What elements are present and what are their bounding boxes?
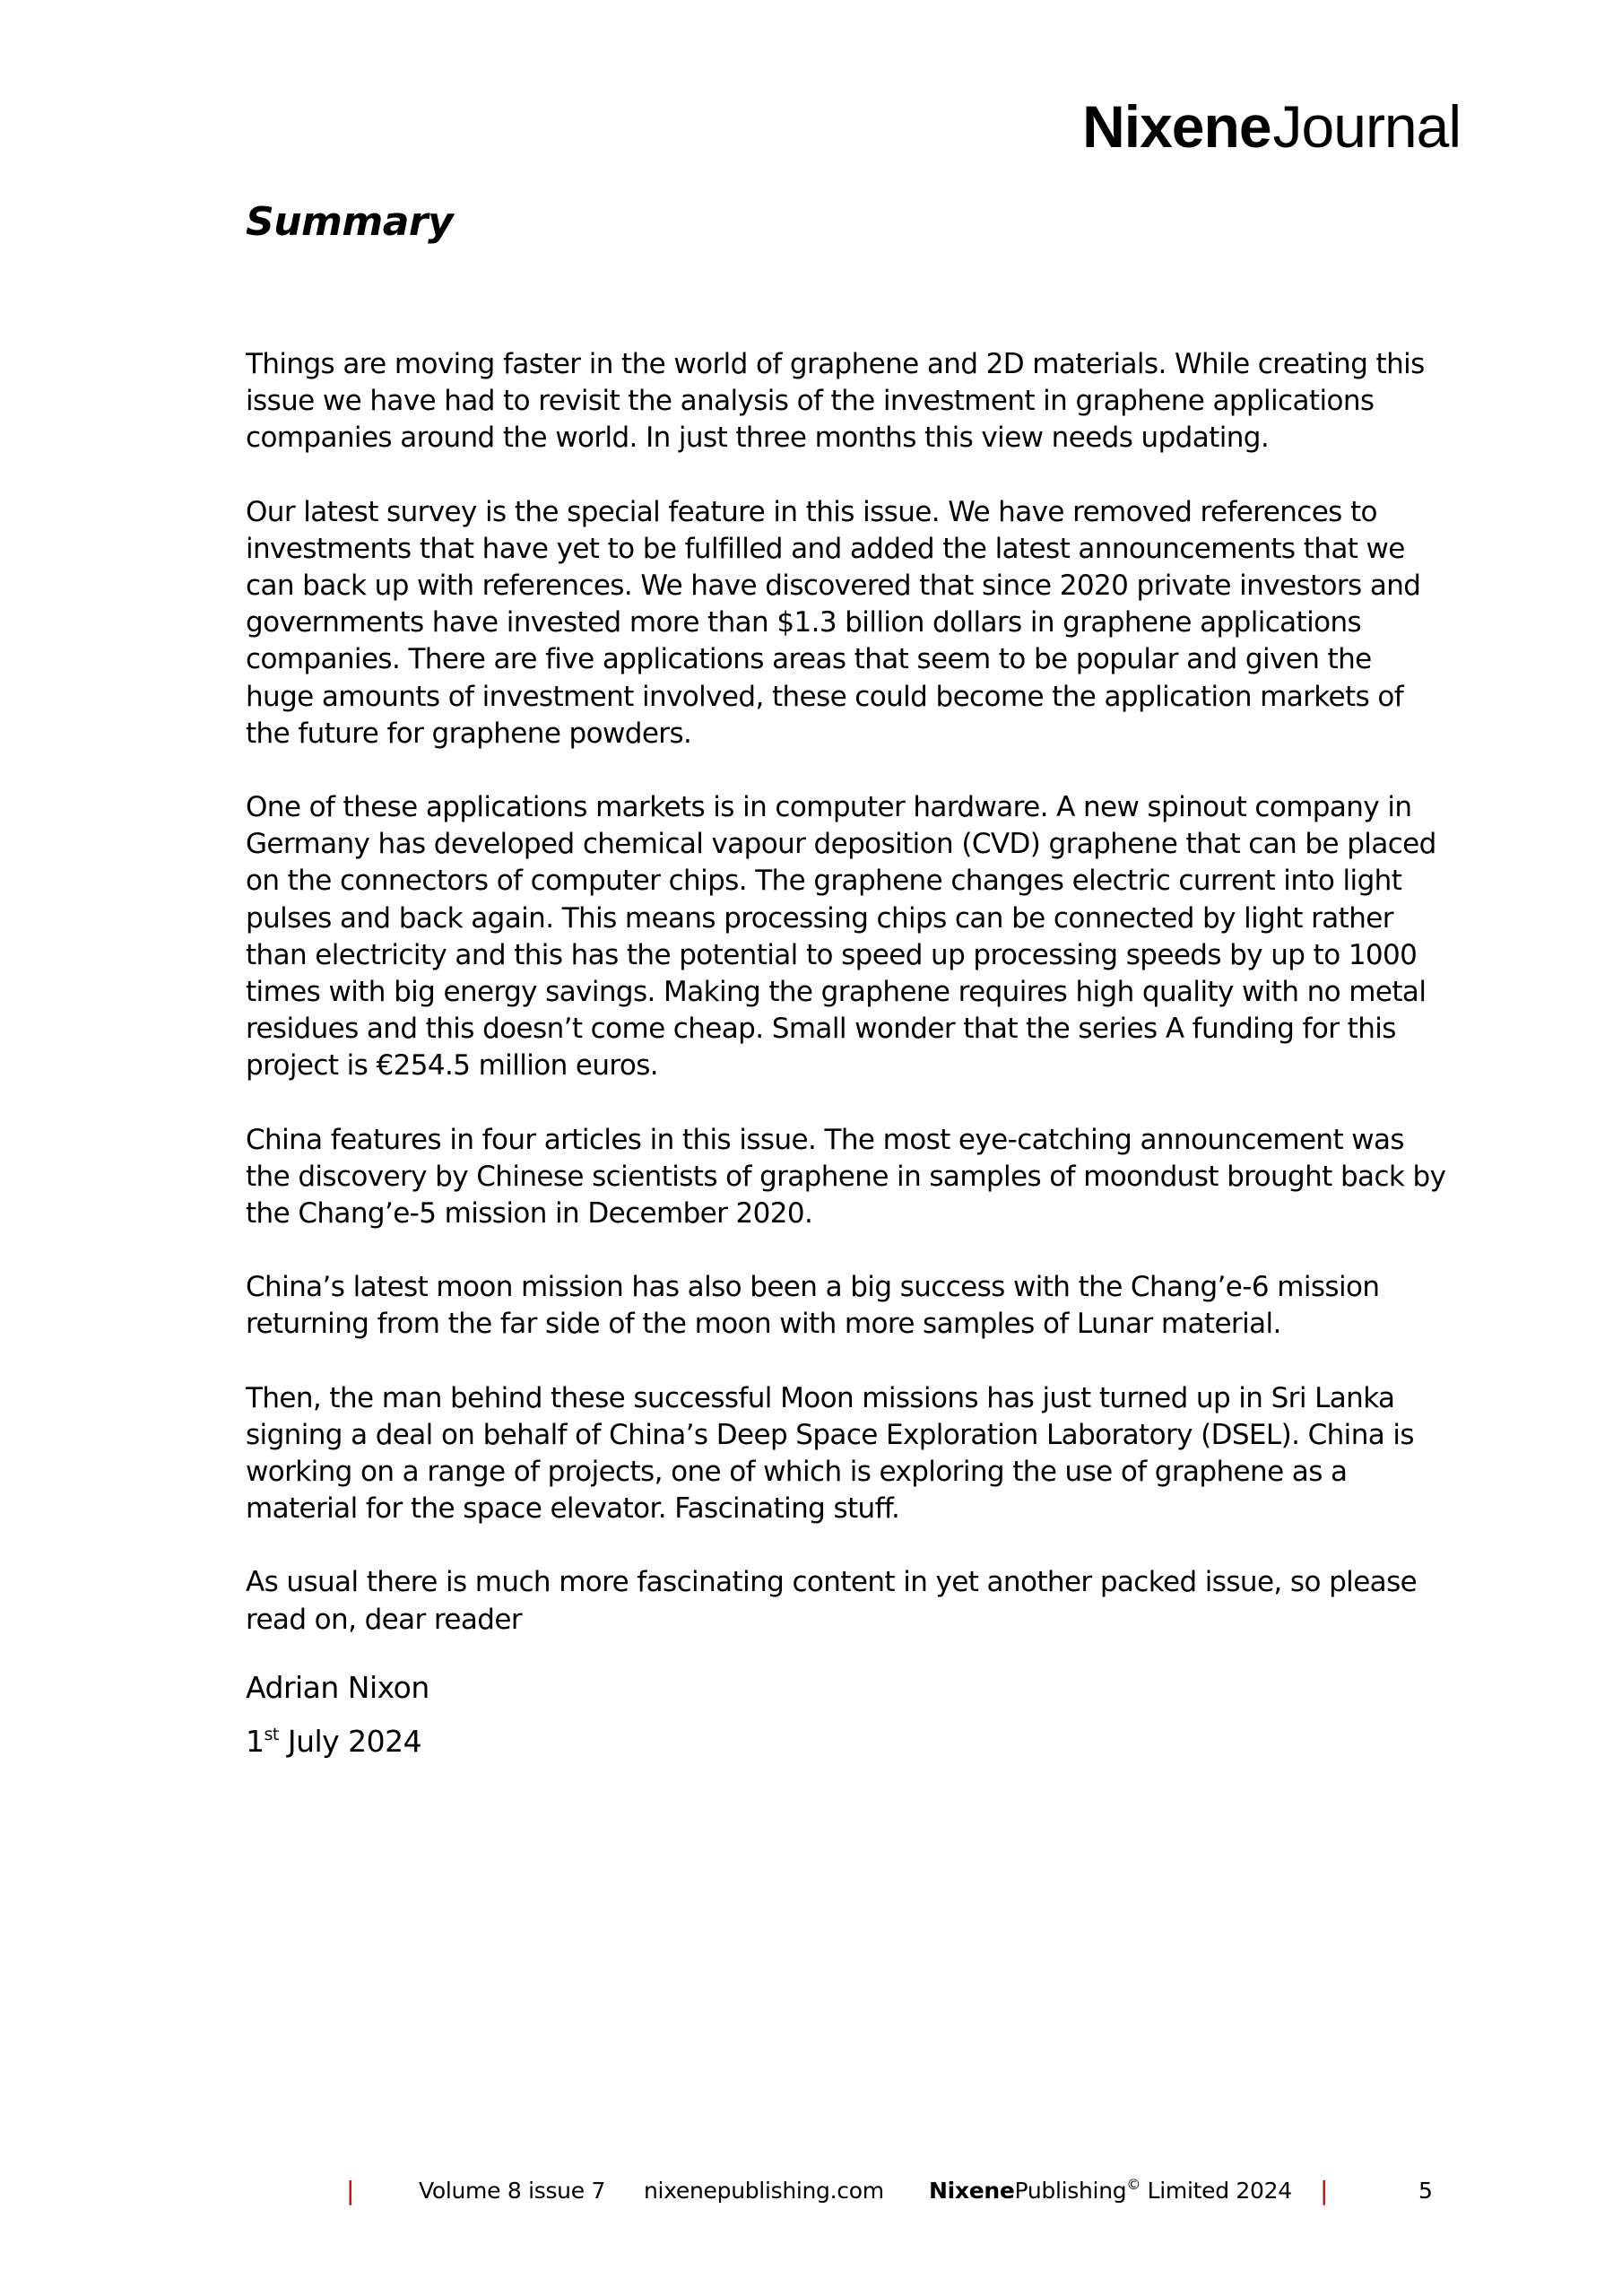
date-day: 1: [246, 1724, 265, 1759]
publisher-suffix: Limited 2024: [1141, 2178, 1292, 2204]
author-name: Adrian Nixon: [246, 1670, 429, 1705]
date-rest: July 2024: [278, 1724, 422, 1759]
footer-publisher: [929, 2178, 1292, 2204]
paragraph: Our latest survey is the special feature in this issue. We have removed references to investments that have yet to be fulfilled and added the latest announcements that we can back up with references. We have discovered that since 2020 private investors and governments have invested more than $1.3 billion dollars in graphene applications companies. There are five applications areas that seem to be popular and given the huge amounts of investment involved, these could become the application markets of the future for graphene powders.: [246, 495, 1421, 750]
paragraph: China features in four articles in this issue. The most eye-catching announcement was the discovery by Chinese scientists of graphene in samples of moondust brought back by the Chang’e-5 mission in December 2020.: [246, 1123, 1446, 1231]
signoff-date: [246, 1715, 429, 1769]
footer-separator: |: [1320, 2176, 1329, 2205]
paragraph: One of these applications markets is in computer hardware. A new spinout company in Germany has developed chemical vapour deposition (CVD) graphene that can be placed on the connectors of computer chips. The graphene changes electric current into light pulses and back again. This means processing chips can be connected by light rather than electricity and this has the potential to speed up processing speeds by up to 1000 times with big energy savings. Making the graphene requires high quality with no metal residues and this doesn’t come cheap. Small wonder that the series A funding for this project is €254.5 million euros.: [246, 791, 1436, 1083]
footer-website-link[interactable]: nixenepublishing.com: [644, 2178, 884, 2204]
footer-separator: |: [346, 2176, 355, 2205]
signoff: [246, 1661, 429, 1769]
date-suffix: st: [264, 1725, 279, 1744]
journal-logo: [1082, 93, 1461, 160]
paragraph: Things are moving faster in the world of graphene and 2D materials. While creating this issue we have had to revisit the analysis of the investment in graphene applications companies around the world. In just three months this view needs updating.: [246, 348, 1425, 455]
page-footer: [0, 2178, 1622, 2213]
publisher-bold: Nixene: [929, 2178, 1015, 2204]
logo-brand-light: Journal: [1272, 93, 1461, 160]
page-title: Summary: [246, 199, 454, 245]
article-body: [246, 346, 1447, 1675]
paragraph: As usual there is much more fascinating content in yet another packed issue, so please read on, dear reader: [246, 1566, 1418, 1636]
logo-brand-bold: Nixene: [1082, 93, 1271, 160]
footer-volume: Volume 8 issue 7: [419, 2178, 606, 2204]
page-number: 5: [1418, 2178, 1433, 2204]
copyright-symbol: ©: [1126, 2176, 1141, 2193]
publisher-rest: Publishing: [1014, 2178, 1127, 2204]
paragraph: Then, the man behind these successful Moon missions has just turned up in Sri Lanka signing a deal on behalf of China’s Deep Space Exploration Laboratory (DSEL). China is working on a range of projects, one of which is exploring the use of graphene as a material for the space elevator. Fascinating stuff.: [246, 1381, 1414, 1526]
paragraph: China’s latest moon mission has also been a big success with the Chang’e-6 mission returning from the far side of the moon with more samples of Lunar material.: [246, 1271, 1380, 1341]
